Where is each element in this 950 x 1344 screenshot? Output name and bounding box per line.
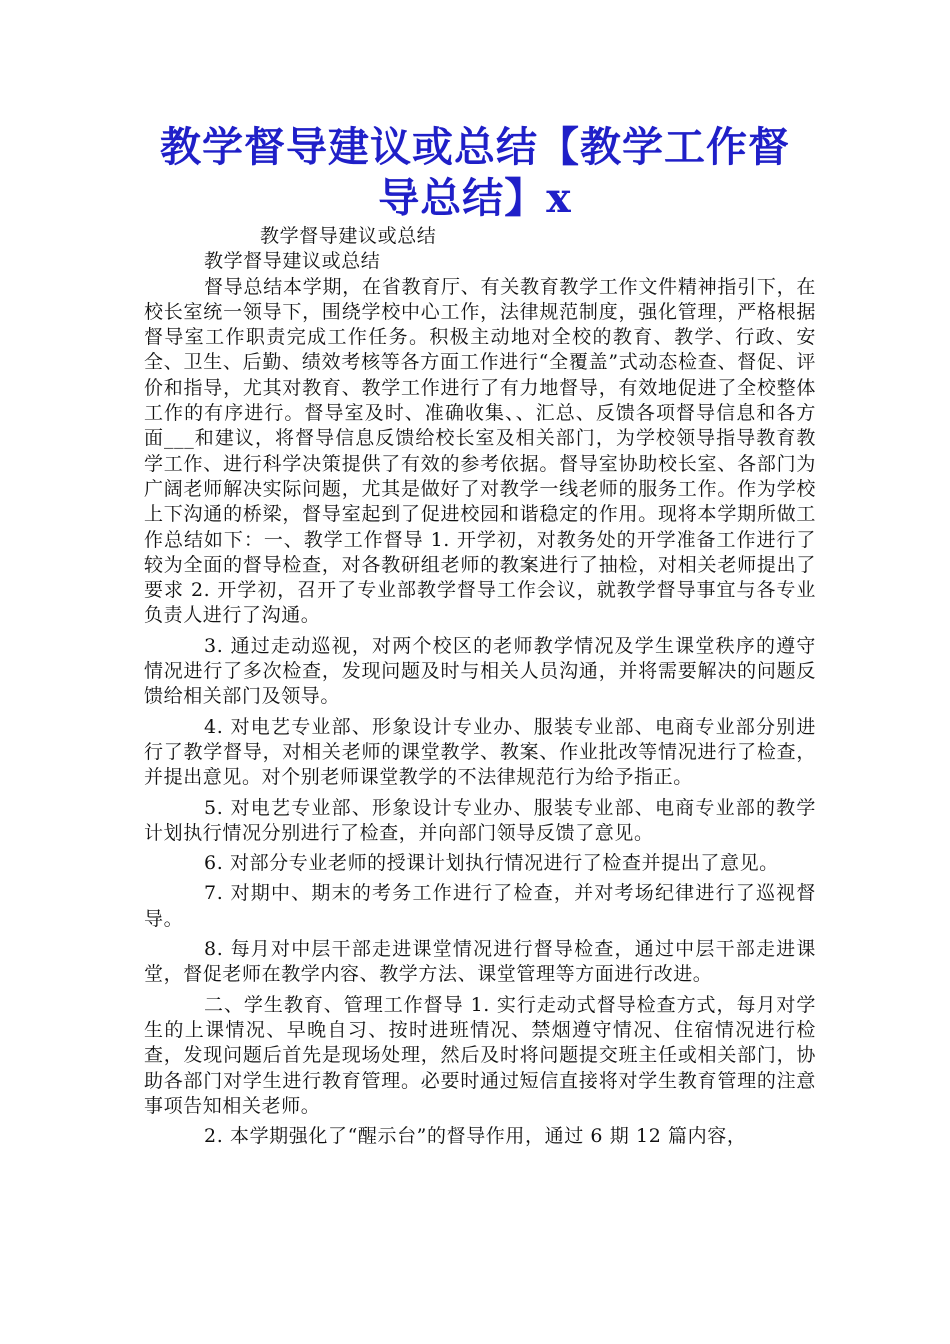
paragraph-section-2-item-2: 2. 本学期强化了“醒示台”的督导作用，通过 6 期 12 篇内容，: [204, 1125, 747, 1148]
document-title: 教学督导建议或总结【教学工作督导总结】x: [160, 123, 790, 222]
paragraph-item-7: 7. 对期中、期末的考务工作进行了检查，并对考场纪律进行了巡视督导。: [144, 882, 816, 930]
document-body: [144, 224, 816, 1149]
subtitle-line-1: 教学督导建议或总结: [260, 225, 437, 247]
paragraph-item-4: 4. 对电艺专业部、形象设计专业办、服装专业部、电商专业部分别进行了教学督导，对相关老师的课堂教学、教案、作业批改等情况进行了检查，并提出意见。对个别老师课堂教学的不法律规范行为给予指正。: [144, 715, 816, 789]
paragraph-item-8: 8. 每月对中层干部走进课堂情况进行督导检查，通过中层干部走进课堂，督促老师在教学内容、教学方法、课堂管理等方面进行改进。: [144, 938, 816, 986]
paragraph-item-6: 6. 对部分专业老师的授课计划执行情况进行了检查并提出了意见。: [204, 852, 779, 875]
subtitle-line-2: 教学督导建议或总结: [204, 250, 381, 273]
paragraph-section-2: 二、学生教育、管理工作督导 1. 实行走动式督导检查方式，每月对学生的上课情况、早晚自习、按时进班情况、禁烟遵守情况、住宿情况进行检查，发现问题后首先是现场处理，然后及时将问题提交班主任或相关部门，协助各部门对学生进行教育管理。必要时通过短信直接将对学生教育管理的注意事项告知相关老师。: [144, 993, 816, 1117]
paragraph-item-5: 5. 对电艺专业部、形象设计专业办、服装专业部、电商专业部的教学计划执行情况分别进行了检查，并向部门领导反馈了意见。: [144, 796, 816, 844]
paragraph-item-3: 3. 通过走动巡视，对两个校区的老师教学情况及学生课堂秩序的遵守情况进行了多次检查，发现问题及时与相关人员沟通，并将需要解决的问题反馈给相关部门及领导。: [144, 634, 816, 708]
paragraph-intro: 督导总结本学期，在省教育厅、有关教育教学工作文件精神指引下，在校长室统一领导下，围绕学校中心工作，法律规范制度，强化管理，严格根据督导室工作职责完成工作任务。积极主动地对全校的教育、教学、行政、安全、卫生、后勤、绩效考核等各方面工作进行“全覆盖”式动态检查、督促、评价和指导，尤其对教育、教学工作进行了有力地督导，有效地促进了全校整体工作的有序进行。督导室及时、准确收集、、汇总、反馈各项督导信息和各方面___和建议，将督导信息反馈给校长室及相关部门，为学校领导指导教育教学工作、进行科学决策提供了有效的参考依据。督导室协助校长室、各部门为广阔老师解决实际问题，尤其是做好了对教学一线老师的服务工作。作为学校上下沟通的桥梁，督导室起到了促进校园和谐稳定的作用。现将本学期所做工作总结如下：一、教学工作督导 1. 开学初，对教务处的开学准备工作进行了较为全面的督导检查，对各教研组老师的教案进行了抽检，对相关老师提出了要求 2. 开学初，召开了专业部教学督导工作会议，就教学督导事宜与各专业负责人进行了沟通。: [144, 275, 816, 627]
